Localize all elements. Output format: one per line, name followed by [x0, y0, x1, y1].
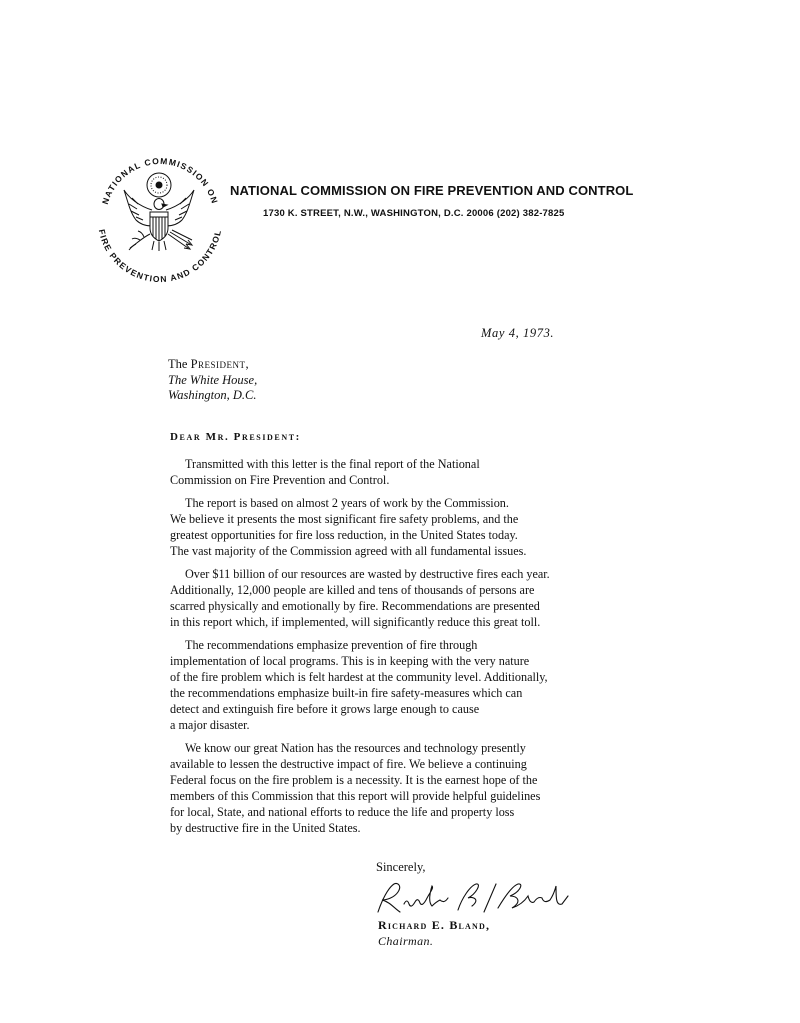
paragraph-line: detect and extinguish fire before it grows large enough to cause [170, 702, 480, 716]
closing: Sincerely, [376, 860, 426, 874]
recipient-line2: The White House, [168, 372, 258, 387]
signer-name: Richard E. Bland, [378, 918, 491, 932]
salutation: Dear Mr. President: [170, 431, 301, 443]
svg-text:NATIONAL COMMISSION ON [100, 156, 220, 206]
paragraph-line: Over $11 billion of our resources are wasted by destructive fires each year. [185, 567, 550, 581]
recipient-address [168, 357, 257, 404]
paragraph-line: the recommendations emphasize built-in fire safety-measures which can [170, 686, 523, 700]
paragraph-line: a major disaster. [170, 718, 250, 732]
paragraph-line: members of this Commission that this report will provide helpful guidelines [170, 789, 541, 803]
seal-text-bottom: FIRE PREVENTION AND CONTROL [96, 228, 224, 285]
paragraph-line: Federal focus on the fire problem is a necessity. It is the earnest hope of the [170, 773, 538, 787]
paragraph-line: for local, State, and national efforts to reduce the life and property loss [170, 805, 515, 819]
letter-date: May 4, 1973. [481, 326, 555, 340]
paragraph-line: greatest opportunities for fire loss reduction, in the United States today. [170, 528, 518, 542]
paragraph-line: available to lessen the destructive impact of fire. We believe a continuing [170, 757, 527, 771]
signer-block [378, 917, 490, 949]
great-seal-eagle-icon [124, 173, 194, 251]
paragraph-line: The recommendations emphasize prevention of fire through [185, 638, 478, 652]
paragraph-line: of the fire problem which is felt hardest at the community level. Additionally, [170, 670, 548, 684]
paragraph-3 [170, 566, 600, 630]
paragraph-line: Additionally, 12,000 people are killed and tens of thousands of persons are [170, 583, 535, 597]
paragraph-1 [170, 456, 600, 488]
paragraph-line: in this report which, if implemented, will significantly reduce this great toll. [170, 615, 541, 629]
paragraph-4 [170, 637, 600, 733]
organization-address: 1730 K. STREET, N.W., WASHINGTON, D.C. 20006 (202) 382-7825 [263, 208, 565, 219]
letter-body [170, 456, 600, 843]
recipient-title: President, [190, 357, 250, 371]
seal-text-top: NATIONAL COMMISSION ON [99, 155, 221, 206]
signer-title: Chairman. [378, 934, 434, 948]
recipient-line3: Washington, D.C. [168, 388, 257, 402]
paragraph-line: Transmitted with this letter is the final report of the National [185, 457, 480, 471]
paragraph-line: The report is based on almost 2 years of work by the Commission. [185, 496, 509, 510]
recipient-line1 [168, 357, 249, 371]
paragraph-line: scarred physically and emotionally by fire. Recommendations are presented [170, 599, 540, 613]
paragraph-line: by destructive fire in the United States. [170, 821, 361, 835]
paragraph-line: We know our great Nation has the resources and technology presently [185, 741, 526, 755]
paragraph-line: We believe it presents the most significant fire safety problems, and the [170, 512, 519, 526]
handwritten-signature [372, 878, 572, 920]
paragraph-line: Commission on Fire Prevention and Control. [170, 473, 390, 487]
paragraph-line: The vast majority of the Commission agreed with all fundamental issues. [170, 544, 527, 558]
paragraph-2 [170, 495, 600, 559]
paragraph-5 [170, 740, 600, 836]
organization-name: NATIONAL COMMISSION ON FIRE PREVENTION AND CONTROL [230, 183, 634, 198]
commission-seal [84, 140, 234, 290]
paragraph-line: implementation of local programs. This is in keeping with the very nature [170, 654, 530, 668]
recipient-prefix: The [168, 357, 188, 371]
